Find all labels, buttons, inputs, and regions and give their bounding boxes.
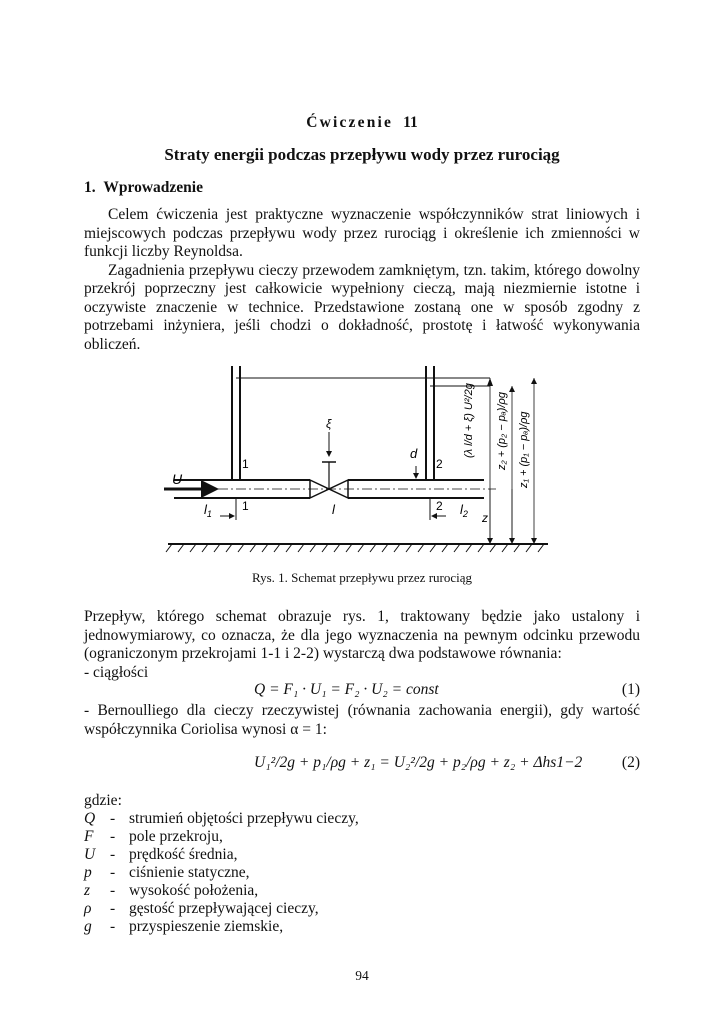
legend-item: ρ - gęstość przepływającej cieczy, xyxy=(84,900,319,917)
legend-item: F - pole przekroju, xyxy=(84,828,223,845)
bernoulli-intro: - Bernoulliego dla cieczy rzeczywistej (równania zachowania energii), gdy wartość współczynnika Coriolisa wynosi α = 1: xyxy=(84,702,640,738)
page-title: Straty energii podczas przepływu wody przez rurociąg xyxy=(164,145,560,164)
loss-annotation: (λ l/d + ξ) U²/2g xyxy=(463,383,475,458)
head-1-annotation: z₁ + (p₁ − pₐ)/ρg xyxy=(518,411,530,488)
equation-1: Q = F₁ · U₁ = F₂ · U₂ = const xyxy=(254,681,439,698)
head-2-annotation: z₂ + (p₂ − pₐ)/ρg xyxy=(496,392,508,470)
equation-2-number: (2) xyxy=(621,754,640,771)
body-paragraph-3 xyxy=(84,608,640,682)
velocity-label: U xyxy=(172,471,183,487)
legend-item: U - prędkość średnia, xyxy=(84,846,238,863)
pipe-flow-diagram xyxy=(160,358,560,560)
intro-paragraph-2: Zagadnienia przepływu cieczy przewodem zamkniętym, tzn. takim, którego dowolny przekrój poprzeczny jest całkowicie wypełniony cieczą, mają niezmiernie istotne i oczywiste znaczenie w technice. Przedstawione zostaną one w sposób zgodny z potrzebami inżyniera, jeśli chodzi o dokładność, prostotę i łatwość wykonywania obliczeń. xyxy=(84,261,640,353)
section-title: Wprowadzenie xyxy=(103,179,203,196)
equation-2: U₁²/2g + p₁/ρg + z₁ = U₂²/2g + p₂/ρg + z₂ + Δhs1−2 xyxy=(254,754,583,771)
symbol-legend xyxy=(84,810,640,940)
flow-description: Przepływ, którego schemat obrazuje rys. 1, traktowany będzie jako ustalony i jednowymiarowy, co oznacza, że dla jego wyznaczenia na pewnym odcinku przewodu (ograniczonym przekrojami 1-1 i 2-2) wystarczą dwa podstawowe równania: xyxy=(84,608,640,662)
legend-item: z - wysokość położenia, xyxy=(84,882,259,899)
equation-2-row xyxy=(84,752,640,792)
page-number: 94 xyxy=(355,968,369,983)
intro-text xyxy=(84,206,640,354)
legend-item: Q - strumień objętości przepływu cieczy, xyxy=(84,810,359,827)
chapter-label: Ćwiczenie xyxy=(306,114,394,131)
figure-caption: Rys. 1. Schemat przepływu przez rurociąg xyxy=(251,570,473,585)
section-heading xyxy=(84,179,203,197)
legend-item: g - przyspieszenie ziemskie, xyxy=(84,918,284,935)
diameter-label: d xyxy=(410,446,418,461)
section-1-label-bottom: 1 xyxy=(242,499,249,513)
section-1-label: 1 xyxy=(242,457,249,471)
chapter-heading xyxy=(0,114,724,132)
where-label: gdzie: xyxy=(84,792,122,809)
length-l1-label: $l_1$ xyxy=(204,502,212,519)
equation-1-number: (1) xyxy=(621,681,640,698)
section-number: 1. xyxy=(84,179,96,196)
legend-item: p - ciśnienie statyczne, xyxy=(84,864,250,881)
height-z-label: z xyxy=(482,511,488,525)
section-2-label-bottom: 2 xyxy=(436,499,443,513)
valve-xi-label: ξ xyxy=(326,417,332,431)
section-2-label: 2 xyxy=(436,457,443,471)
length-l-label: l xyxy=(332,502,335,517)
intro-paragraph-1: Celem ćwiczenia jest praktyczne wyznaczenie współczynników strat liniowych i miejscowych podczas przepływu wody przez rurociąg i określenie ich zmienności w funkcji liczby Reynoldsa. xyxy=(84,206,640,260)
length-l2-label: $l_2$ xyxy=(460,502,468,519)
list-item-continuity: - ciągłości xyxy=(84,663,149,681)
chapter-number: 11 xyxy=(403,114,418,131)
